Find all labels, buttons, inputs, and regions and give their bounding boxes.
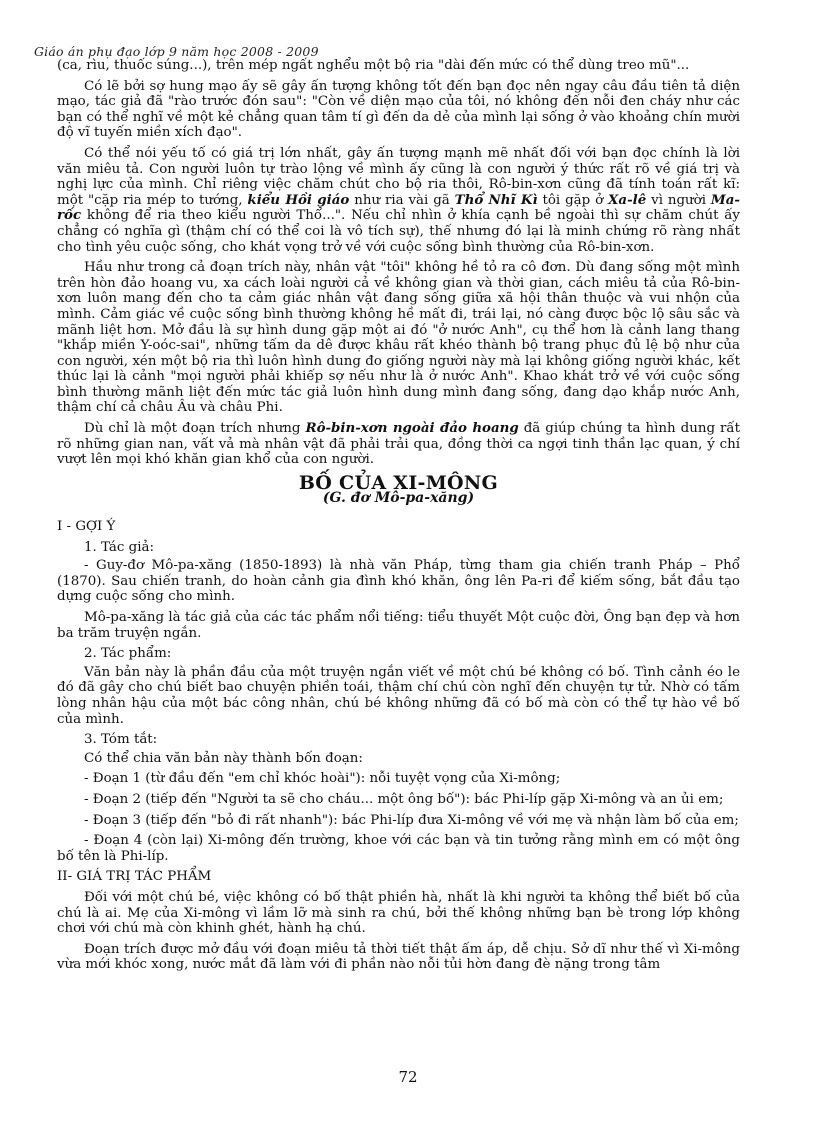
running-head: Giáo án phụ đạo lớp 9 năm học 2008 - 2009 <box>34 44 319 59</box>
lesson-author: (G. đơ Mô-pa-xăng) <box>322 490 475 507</box>
list-item: - Đoạn 3 (tiếp đến "bỏ đi rất nhanh"): bác Phi-líp đưa Xi-mông về với mẹ và nhận làm bố của em; <box>84 812 739 828</box>
paragraph: Đối với một chú bé, việc không có bố thật phiền hà, nhất là khi người ta không thể biết bố của chú là ai. Mẹ của Xi-mông vì lầm lỡ mà sinh ra chú, bởi thế không những bạn bè trong lớp không chơi với chú mà còn khinh ghét, hành hạ chú. <box>57 889 740 937</box>
text-run: đã giúp chúng ta hình dung rất rõ những gian nan, vất vả mà nhân vật đã phải trải qua, đồng thời ca ngợi tinh thần lạc quan, ý chí vượt lên mọi khó khăn gian khổ của con người. <box>57 421 740 468</box>
text-run: tôi gặp ở <box>542 192 604 208</box>
paragraph: Có thể chia văn bản này thành bốn đoạn: <box>84 750 363 766</box>
paragraph: Văn bản này là phần đầu của một truyện ngắn viết về một chú bé không có bố. Tình cảnh éo le đó đã gây cho chú biết bao chuyện phiền toái, thậm chí chú còn nghĩ đến chuyện tự tử. Nhờ có tấm lòng nhân hậu của một bác công nhân, chú bé không những đã có bố mà còn có thể tự hào về bố của mình. <box>57 664 740 727</box>
list-item: - Đoạn 2 (tiếp đến "Người ta sẽ cho cháu... một ông bố"): bác Phi-líp gặp Xi-mông và an ủi em; <box>84 791 724 807</box>
paragraph: Mô-pa-xăng là tác giả của các tác phẩm nổi tiếng: tiểu thuyết Một cuộc đời, Ông bạn đẹp và hơn ba trăm truyện ngắn. <box>57 610 740 641</box>
lesson-title: BỐ CỦA XI-MÔNG <box>298 471 499 494</box>
section-heading: II- GIÁ TRỊ TÁC PHẨM <box>57 869 212 885</box>
text-run: như ria vài gã <box>354 192 450 208</box>
paragraph-appearance: Có lẽ bởi sợ hung mạo ấy sẽ gây ấn tượng không tốt đến bạn đọc nên ngay câu đầu tiên tả diện mạo, tác giả đã "rào trước đón sau": "Còn về diện mạo của tôi, nó không đến nỗi đen cháy như các bạn có thể nghĩ về một kẻ chẳng quan tâm tí gì đến da dẻ của mình lại sống ở vào khoảng chín mười độ vĩ tuyến miền xích đạo". <box>57 78 740 141</box>
list-item: - Đoạn 4 (còn lại) Xi-mông đến trường, khoe với các bạn và tin tưởng rằng mình em có một ông bố tên là Phi-líp. <box>57 833 740 864</box>
paragraph: Đoạn trích được mở đầu với đoạn miêu tả thời tiết thật ấm áp, dễ chịu. Sở dĩ như thế vì Xi-mông vừa mới khóc xong, nước mắt đã làm với đi phần nào nỗi tủi hờn đang đè nặng trong tâm <box>57 941 740 973</box>
subheading: 2. Tác phẩm: <box>84 646 172 662</box>
emphasis-text: Ma-rốc <box>57 191 740 224</box>
text-run: vì người <box>651 192 707 208</box>
list-item: - Đoạn 1 (từ đầu đến "em chỉ khóc hoài"): nỗi tuyệt vọng của Xi-mông; <box>84 771 561 787</box>
emphasis-text: Xa-lê <box>608 191 647 208</box>
paragraph-continuation: (ca, rìu, thuốc súng...), trên mép ngất nghểu một bộ ria "dài đến mức có thể dùng treo mũ"... <box>57 58 690 73</box>
text-run: không để ria theo kiểu người Thổ...". Nếu chỉ nhìn ở khía cạnh bề ngoài thì sự chăm chút ấy chẳng có nghĩa gì (thậm chí có thể coi là vô tích sự), thế nhưng đó lại là minh chứng rõ ràng nhất cho tình yêu cuộc sống, cho khát vọng trở về với cuộc sống bình thường của Rô-bin-xơn. <box>57 208 740 255</box>
emphasis-text: kiểu Hồi giáo <box>247 191 350 208</box>
paragraph-description-value <box>57 146 740 255</box>
page-number: 72 <box>398 1068 418 1086</box>
subheading: 1. Tác giả: <box>84 539 155 555</box>
text-run: Dù chỉ là một đoạn trích nhưng <box>84 421 301 437</box>
document-body <box>57 58 740 978</box>
paragraph-conclusion <box>57 421 740 468</box>
emphasis-text: Thổ Nhĩ Kì <box>454 191 538 208</box>
section-heading: I - GỢI Ý <box>57 519 116 535</box>
text-run: Có thể nói yếu tố có giá trị lớn nhất, gây ấn tượng mạnh mẽ nhất đối với bạn đọc chính là lời văn miêu tả. Con người luôn tự trào lộng về mình ấy cũng là con người ý thức rất rõ về giá trị và nghị lực của mình. Chỉ riêng việc chăm chút cho bộ ria thôi, Rô-bin-xơn cũng đã tính toán rất kĩ: một "cặp ria mép to tướng, <box>57 145 740 208</box>
paragraph-not-lonely: Hầu như trong cả đoạn trích này, nhân vật "tôi" không hề tỏ ra cô đơn. Dù đang sống một mình trên hòn đảo hoang vu, xa cách loài người cả về không gian và thời gian, cách miêu tả của Rô-bin-xơn luôn mang đến cho ta cảm giác nhân vật đang sống giữa xã hội thân thuộc và vui nhộn của mình. Cảm giác về cuộc sống bình thường không hề mất đi, trái lại, nó càng được bộc lộ sâu sắc và mãnh liệt hơn. Mở đầu là sự hình dung gặp một ai đó "ở nước Anh", cụ thể hơn là cảnh lang thang "khắp miền Y-oóc-sai", những tấm da dê được khâu rất khéo thành bộ trang phục đủ lệ bộ như của con người, xén một bộ ria thì luôn hình dung đo giống người này mà lại không giống người khác, kết thúc lại là cảnh "mọi người phải khiếp sợ nếu như là ở nước Anh". Khao khát trở về với cuộc sống bình thường mãnh liệt đến mức tác giả luôn hình dung mình đang sống, đang dạo khắp nước Anh, thậm chí cả châu Âu và châu Phi. <box>57 260 740 416</box>
subheading: 3. Tóm tắt: <box>84 732 158 748</box>
emphasis-text: Rô-bin-xơn ngoài đảo hoang <box>305 420 519 437</box>
paragraph: - Guy-đơ Mô-pa-xăng (1850-1893) là nhà văn Pháp, từng tham gia chiến tranh Pháp – Phổ (1870). Sau chiến tranh, do hoàn cảnh gia đình khó khăn, ông lên Pa-ri để kiếm sống, bắt đầu tạo dựng cuộc sống cho mình. <box>57 558 740 605</box>
